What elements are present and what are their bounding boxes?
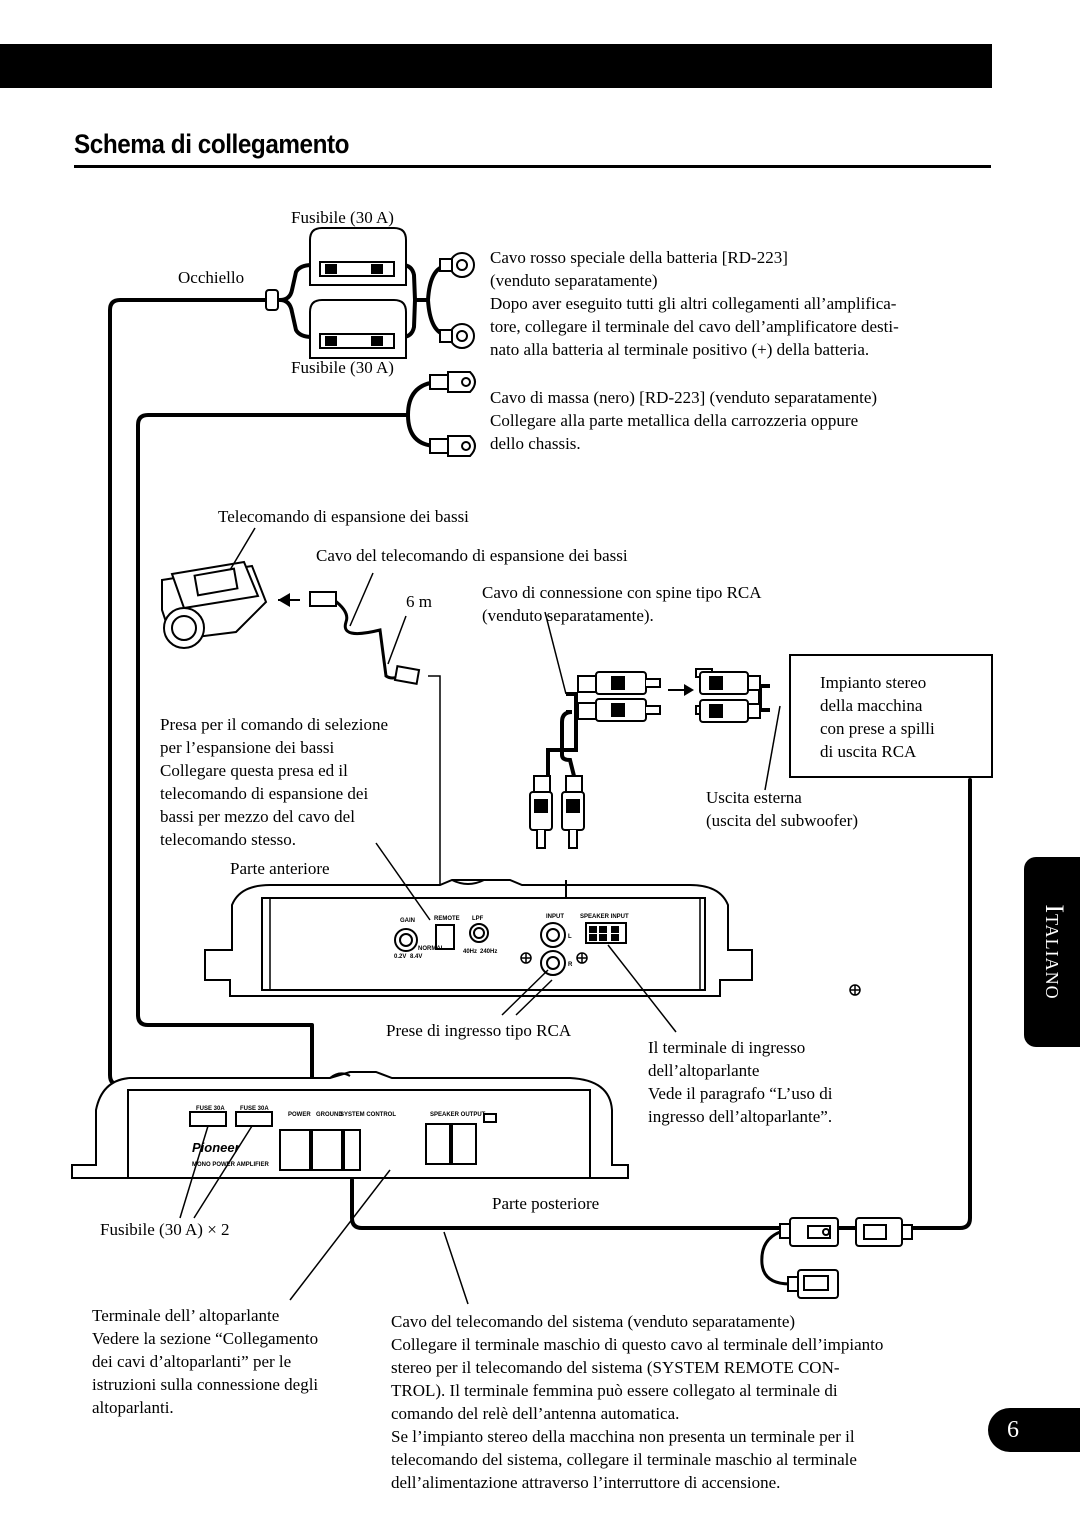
remote-jack-note: Presa per il comando di selezione per l’espansione dei bassi Collegare questa presa ed il telecomando di espansione dei bassi per mezzo del cavo del telecomando stesso. (160, 715, 389, 849)
panel-marking: Pioneer (192, 1140, 240, 1155)
panel-marking: 240Hz (480, 949, 498, 955)
bass-remote-cable-label: Cavo del telecomando di espansione dei bassi (316, 546, 628, 565)
panel-marking: GROUND (316, 1112, 343, 1118)
panel-marking: NORMAL (418, 946, 445, 952)
rca-plug-left-icon (578, 672, 660, 721)
system-remote-note: Cavo del telecomando del sistema (venduto separatamente) Collegare il terminale maschio di questo cavo al terminale dell’impianto stereo per il telecomando del sistema (SYSTEM REMOTE CON- TROL). Il terminale femmina può essere collegato al terminale di comando del relè dell’antenna automatica. Se l’impianto stereo della macchina non presenta un terminale per il telecomando del sistema, collegare il terminale maschio al terminale dell’alimentazione attraverso l’interruttore di accensione. (391, 1312, 884, 1492)
fuse-x2-label: Fusibile (30 A) × 2 (100, 1220, 230, 1239)
fuse2-icon (236, 1112, 272, 1126)
panel-marking: FUSE 30A (240, 1106, 269, 1112)
panel-marking: 0.2V (394, 954, 407, 960)
system-control-terminal-icon (344, 1130, 360, 1170)
panel-marking: INPUT (546, 914, 564, 920)
cable-length-label: 6 m (406, 592, 432, 611)
rca-plug-right-icon (696, 669, 760, 722)
panel-marking: SPEAKER INPUT (580, 914, 629, 920)
panel-marking: SYSTEM CONTROL (340, 1112, 397, 1118)
rca-cable-note: Cavo di connessione con spine tipo RCA (venduto separatamente). (482, 583, 762, 625)
panel-marking: L (568, 934, 572, 940)
ground-cable-note: Cavo di massa (nero) [RD-223] (venduto separatamente) Collegare alla parte metallica della carrozzeria oppure dello chassis. (490, 388, 878, 453)
front-side-label: Parte anteriore (230, 859, 330, 878)
speaker-input-note: Il terminale di ingresso dell’altoparlante Vede il paragrafo “L’uso di ingresso dell’altoparlante”. (648, 1038, 833, 1126)
grommet-icon (266, 290, 278, 310)
ground-terminal-icon (312, 1130, 342, 1170)
language-tab-label: Italiano (1040, 904, 1069, 1000)
panel-marking: GAIN (400, 918, 415, 924)
fuse-holder-bottom-icon (310, 300, 406, 358)
panel-marking: REMOTE (434, 916, 460, 922)
bass-remote-label: Telecomando di espansione dei bassi (218, 507, 469, 526)
panel-marking: 8.4V (410, 954, 423, 960)
panel-marking: 40Hz (463, 949, 478, 955)
fuse-holder-top-icon (310, 228, 406, 285)
ground-lug-icon (430, 372, 475, 456)
speaker-output-plus-icon (452, 1124, 476, 1164)
fuse1-icon (190, 1112, 226, 1126)
page-number: 6 (988, 1408, 1038, 1452)
remote-cable-plug-icon (310, 592, 336, 606)
head-unit-label: Impianto stereo della macchina con prese a spilli di uscita RCA (820, 673, 935, 761)
panel-marking: SPEAKER OUTPUT (430, 1112, 486, 1118)
head-unit-remote-connector-icon (856, 1218, 912, 1246)
rca-inputs-label: Prese di ingresso tipo RCA (386, 1021, 572, 1040)
speaker-output-minus-icon (426, 1124, 450, 1164)
panel-marking: MONO POWER AMPLIFIER (192, 1162, 269, 1168)
fuse-top-label: Fusibile (30 A) (291, 208, 394, 227)
panel-marking: R (568, 962, 573, 968)
panel-marking: LPF (472, 916, 484, 922)
bass-remote-controller-icon (162, 562, 266, 648)
system-remote-female-plug-icon (788, 1270, 838, 1298)
rca-plug-vertical-icon (530, 776, 584, 848)
page-title: Schema di collegamento (74, 129, 350, 159)
panel-marking: POWER (288, 1112, 311, 1118)
system-remote-male-plug-icon (780, 1218, 838, 1246)
fuse-mid-label: Fusibile (30 A) (291, 358, 394, 377)
panel-marking: FUSE 30A (196, 1106, 225, 1112)
speaker-terminal-note: Terminale dell’ altoparlante Vedere la sezione “Collegamento dei cavi d’altoparlanti” per le istruzioni sulla connessione degli altoparlanti. (92, 1306, 319, 1417)
battery-cable-note: Cavo rosso speciale della batteria [RD-223] (venduto separatamente) Dopo aver eseguito tutti gli altri collegamenti all’amplifica- tore, collegare il terminale del cavo dell’amplificatore desti- nato alla batteria al terminale positivo (+) della batteria. (490, 248, 899, 359)
external-output-label: Uscita esterna (uscita del subwoofer) (706, 788, 859, 830)
rear-side-label: Parte posteriore (492, 1194, 600, 1213)
battery-ring-terminal-icon (440, 253, 474, 348)
power-terminal-icon (280, 1130, 310, 1170)
grommet-label: Occhiello (178, 268, 245, 287)
